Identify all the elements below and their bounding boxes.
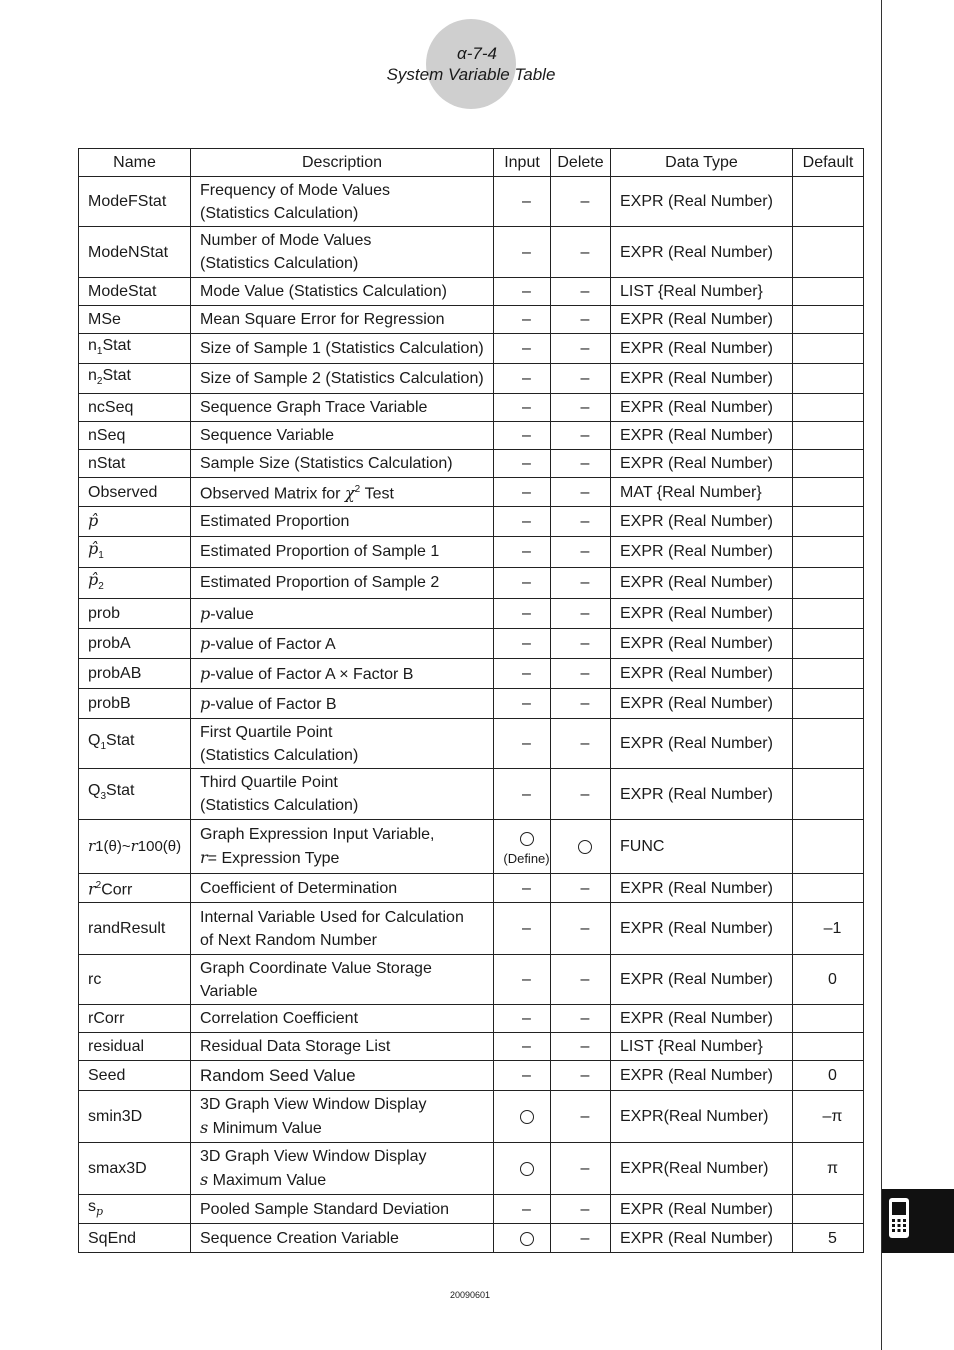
var-name: probB [79,689,191,719]
var-input: – [494,422,551,450]
var-default [793,1033,864,1061]
page-title: System Variable Table [386,65,556,84]
var-name: residual [79,1033,191,1061]
var-data-type: EXPR(Real Number) [611,1091,793,1143]
var-description: 3D Graph View Window Display s Minimum Value [191,1091,494,1143]
var-input: – [494,334,551,364]
var-description: Coefficient of Determination [191,874,494,903]
table-row [79,306,864,334]
var-data-type: EXPR (Real Number) [611,689,793,719]
var-name: probAB [79,659,191,689]
var-default [793,278,864,306]
var-input: – [494,689,551,719]
var-description: p-value of Factor A × Factor B [191,659,494,689]
table-row [79,422,864,450]
var-name: nSeq [79,422,191,450]
var-data-type: EXPR (Real Number) [611,1005,793,1033]
var-description: First Quartile Point (Statistics Calculation) [191,719,494,769]
var-input: – [494,364,551,394]
var-default [793,478,864,506]
col-name: Name [79,149,191,177]
var-default: –π [793,1091,864,1143]
var-input: – [494,629,551,659]
var-input: – [494,1033,551,1061]
var-description: Graph Expression Input Variable, r= Expression Type [191,820,494,874]
var-delete: – [551,394,611,422]
var-delete: – [551,629,611,659]
var-input: – [494,874,551,903]
var-delete: – [551,506,611,536]
var-name: $Q_1Stat$ [79,719,191,769]
var-data-type: EXPR(Real Number) [611,1143,793,1195]
var-default [793,536,864,567]
var-data-type: EXPR (Real Number) [611,719,793,769]
table-row [79,820,864,874]
col-delete: Delete [551,149,611,177]
var-data-type: EXPR (Real Number) [611,334,793,364]
var-delete: – [551,278,611,306]
table-header [79,149,864,177]
var-data-type: FUNC [611,820,793,874]
table-row [79,1061,864,1091]
var-input: – [494,1195,551,1224]
var-input [494,1091,551,1143]
var-delete: – [551,769,611,820]
var-delete: – [551,874,611,903]
var-name: MSe [79,306,191,334]
var-delete: – [551,1005,611,1033]
var-name: SqEnd [79,1224,191,1253]
var-description: p-value of Factor A [191,629,494,659]
var-name: prob [79,599,191,629]
var-input: (Define) [494,820,551,874]
var-input: – [494,955,551,1005]
col-default: Default [793,149,864,177]
var-data-type: EXPR (Real Number) [611,567,793,598]
var-input: – [494,1005,551,1033]
table-row [79,659,864,689]
table-row [79,903,864,955]
var-name: rCorr [79,1005,191,1033]
var-default [793,659,864,689]
var-name: r1(θ)~r100(θ) [79,820,191,874]
var-input: – [494,177,551,227]
var-default [793,874,864,903]
var-delete: – [551,177,611,227]
var-delete: – [551,1033,611,1061]
page-number: α-7-4 [457,44,497,63]
var-delete: – [551,689,611,719]
var-data-type: EXPR (Real Number) [611,1195,793,1224]
var-default [793,769,864,820]
circle-icon [520,1162,534,1176]
var-delete: – [551,1091,611,1143]
var-delete: – [551,536,611,567]
var-delete: – [551,567,611,598]
var-description: Mode Value (Statistics Calculation) [191,278,494,306]
var-description: Sample Size (Statistics Calculation) [191,450,494,478]
var-description: Sequence Creation Variable [191,1224,494,1253]
var-input: – [494,306,551,334]
table-row [79,177,864,227]
var-description: Size of Sample 2 (Statistics Calculation) [191,364,494,394]
table-row [79,874,864,903]
table-row [79,334,864,364]
var-name: smax3D [79,1143,191,1195]
col-data-type: Data Type [611,149,793,177]
var-default: –1 [793,903,864,955]
table-row [79,719,864,769]
circle-icon [520,832,534,846]
var-description: Sequence Graph Trace Variable [191,394,494,422]
var-delete: – [551,422,611,450]
var-data-type: EXPR (Real Number) [611,769,793,820]
var-name: nStat [79,450,191,478]
table-row [79,364,864,394]
var-default: 0 [793,955,864,1005]
var-data-type: EXPR (Real Number) [611,659,793,689]
col-input: Input [494,149,551,177]
table-row [79,536,864,567]
var-description: Estimated Proportion of Sample 1 [191,536,494,567]
var-name: Observed [79,478,191,506]
table-row [79,1091,864,1143]
var-default [793,394,864,422]
var-data-type: LIST {Real Number} [611,1033,793,1061]
var-description: p-value [191,599,494,629]
var-data-type: MAT {Real Number} [611,478,793,506]
var-name: ncSeq [79,394,191,422]
var-name: ModeFStat [79,177,191,227]
table-row [79,567,864,598]
var-delete: – [551,334,611,364]
var-default [793,820,864,874]
var-data-type: EXPR (Real Number) [611,227,793,278]
table-row [79,955,864,1005]
var-data-type: LIST {Real Number} [611,278,793,306]
var-input: – [494,769,551,820]
table-row [79,599,864,629]
var-name: $Q_3Stat$ [79,769,191,820]
var-data-type: EXPR (Real Number) [611,364,793,394]
header-circle [426,19,516,109]
var-data-type: EXPR (Real Number) [611,450,793,478]
var-name: ModeStat [79,278,191,306]
table-row [79,629,864,659]
table-row [79,278,864,306]
var-data-type: EXPR (Real Number) [611,629,793,659]
var-delete: – [551,1195,611,1224]
var-data-type: EXPR (Real Number) [611,599,793,629]
var-description: Pooled Sample Standard Deviation [191,1195,494,1224]
var-description: Random Seed Value [191,1061,494,1091]
var-default [793,1195,864,1224]
var-data-type: EXPR (Real Number) [611,955,793,1005]
var-default: π [793,1143,864,1195]
var-data-type: EXPR (Real Number) [611,1224,793,1253]
chapter-tab[interactable] [882,1189,954,1253]
var-input: – [494,719,551,769]
var-default [793,450,864,478]
var-default [793,629,864,659]
var-default: 0 [793,1061,864,1091]
var-delete: – [551,450,611,478]
var-delete: – [551,659,611,689]
var-name: randResult [79,903,191,955]
var-description: Third Quartile Point (Statistics Calculation) [191,769,494,820]
var-name: $s_p$ [79,1195,191,1224]
var-input: – [494,450,551,478]
var-input [494,1143,551,1195]
system-variable-table [78,148,864,1253]
var-description: Residual Data Storage List [191,1033,494,1061]
var-input: – [494,394,551,422]
var-delete: – [551,478,611,506]
var-input: – [494,903,551,955]
table-row [79,689,864,719]
var-delete: – [551,955,611,1005]
table-row [79,227,864,278]
var-name: $n_2Stat$ [79,364,191,394]
var-description: Estimated Proportion [191,506,494,536]
var-name: $r^2Corr$ [79,874,191,903]
var-description: p-value of Factor B [191,689,494,719]
table-row [79,506,864,536]
table-row [79,394,864,422]
var-name: $p̂_2$ [79,567,191,598]
circle-icon [520,1110,534,1124]
table-row [79,1033,864,1061]
var-data-type: EXPR (Real Number) [611,422,793,450]
var-input [494,1224,551,1253]
var-name: $p̂_1$ [79,536,191,567]
var-delete: – [551,719,611,769]
col-description: Description [191,149,494,177]
var-default [793,567,864,598]
var-input: – [494,567,551,598]
var-default: 5 [793,1224,864,1253]
var-input: – [494,478,551,506]
var-input: – [494,227,551,278]
var-data-type: EXPR (Real Number) [611,506,793,536]
var-data-type: EXPR (Real Number) [611,1061,793,1091]
var-description: Estimated Proportion of Sample 2 [191,567,494,598]
calculator-icon [888,1197,910,1239]
var-data-type: EXPR (Real Number) [611,903,793,955]
var-name: $n_1Stat$ [79,334,191,364]
var-delete: – [551,1061,611,1091]
var-input: – [494,1061,551,1091]
var-data-type: EXPR (Real Number) [611,536,793,567]
var-data-type: EXPR (Real Number) [611,394,793,422]
var-description: 3D Graph View Window Display s Maximum Value [191,1143,494,1195]
footer-code: 20090601 [449,1290,491,1300]
var-name: Seed [79,1061,191,1091]
var-input: – [494,599,551,629]
var-delete: – [551,364,611,394]
var-default [793,599,864,629]
var-input: – [494,506,551,536]
var-input: – [494,278,551,306]
margin-rule [881,0,882,1350]
var-description: Correlation Coefficient [191,1005,494,1033]
var-default [793,422,864,450]
var-data-type: EXPR (Real Number) [611,177,793,227]
var-delete [551,820,611,874]
var-default [793,689,864,719]
table-row [79,478,864,506]
var-description: Graph Coordinate Value Storage Variable [191,955,494,1005]
var-default [793,177,864,227]
var-description: Number of Mode Values (Statistics Calculation) [191,227,494,278]
var-delete: – [551,227,611,278]
var-description: Sequence Variable [191,422,494,450]
var-default [793,719,864,769]
table-row [79,1195,864,1224]
table-row [79,769,864,820]
var-default [793,364,864,394]
var-default [793,334,864,364]
var-data-type: EXPR (Real Number) [611,874,793,903]
table-row [79,450,864,478]
var-default [793,1005,864,1033]
var-name: p̂ [79,506,191,536]
var-name: ModeNStat [79,227,191,278]
var-name: smin3D [79,1091,191,1143]
var-default [793,506,864,536]
var-delete: – [551,306,611,334]
var-default [793,227,864,278]
var-input: – [494,536,551,567]
var-delete: – [551,1224,611,1253]
circle-icon [578,840,592,854]
var-default [793,306,864,334]
table-row [79,1005,864,1033]
circle-icon [520,1232,534,1246]
var-delete: – [551,599,611,629]
table-row [79,1224,864,1253]
var-description: Size of Sample 1 (Statistics Calculation) [191,334,494,364]
var-description: Frequency of Mode Values (Statistics Calculation) [191,177,494,227]
var-delete: – [551,1143,611,1195]
table-row [79,1143,864,1195]
var-data-type: EXPR (Real Number) [611,306,793,334]
var-input: – [494,659,551,689]
var-delete: – [551,903,611,955]
var-name: probA [79,629,191,659]
var-description: Internal Variable Used for Calculation of Next Random Number [191,903,494,955]
var-description: Mean Square Error for Regression [191,306,494,334]
var-name: rc [79,955,191,1005]
var-description: Observed Matrix for $\chi^2$ Test [191,478,494,506]
